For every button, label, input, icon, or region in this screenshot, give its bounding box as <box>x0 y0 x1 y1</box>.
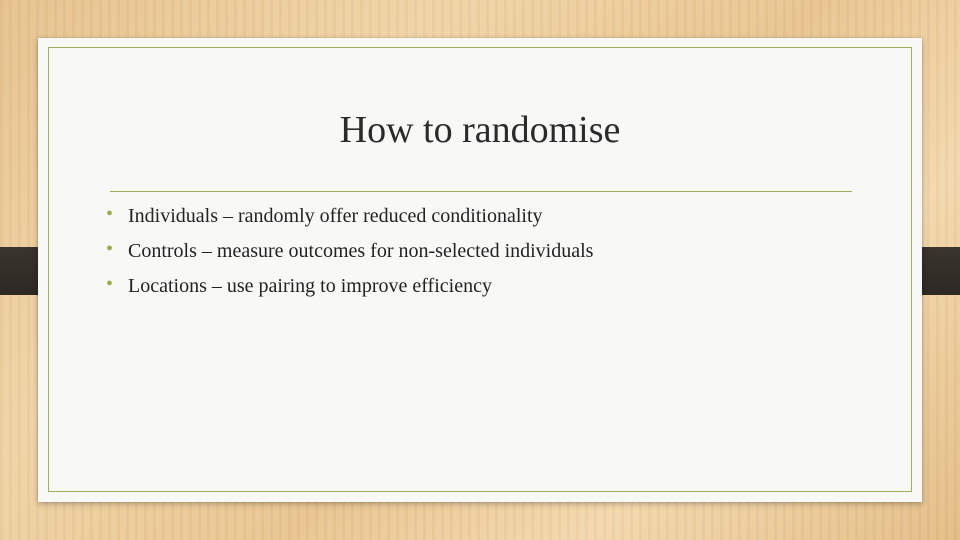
bullet-dot-icon: • <box>106 238 114 260</box>
title-divider <box>110 191 852 192</box>
bullet-item-controls <box>104 239 593 263</box>
slide-title: How to randomise <box>339 109 621 151</box>
bullet-dot-icon: • <box>106 273 114 295</box>
bullet-list <box>104 204 593 309</box>
bullet-item-individuals <box>104 204 593 228</box>
slide <box>38 38 922 502</box>
bullet-text: Locations – use pairing to improve efficiency <box>128 275 492 297</box>
bullet-dot-icon: • <box>106 203 114 225</box>
bullet-item-locations <box>104 274 593 298</box>
bullet-text: Individuals – randomly offer reduced conditionality <box>128 205 543 227</box>
bullet-text: Controls – measure outcomes for non-selected individuals <box>128 240 594 262</box>
